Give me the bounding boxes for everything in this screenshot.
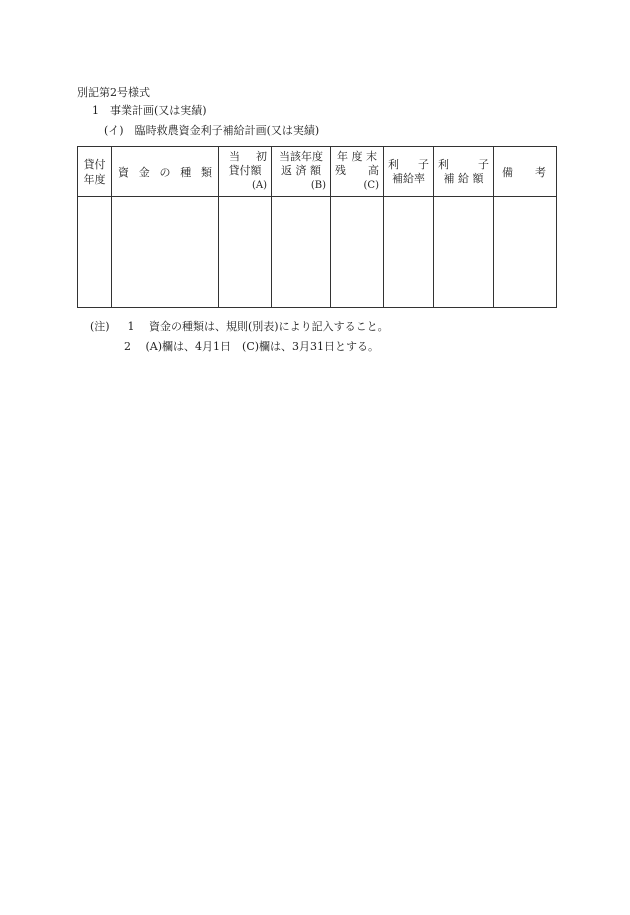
header-repayment: 当該年度 返 済 額 (B) — [272, 147, 331, 197]
cell-repayment[interactable] — [272, 197, 331, 308]
cell-subsidy-rate[interactable] — [384, 197, 434, 308]
cell-subsidy-amount[interactable] — [434, 197, 494, 308]
cell-initial-loan[interactable] — [219, 197, 272, 308]
cell-remarks[interactable] — [494, 197, 557, 308]
cell-fund-type[interactable] — [112, 197, 219, 308]
note-text: 資金の種類は、規則(別表)により記入すること。 — [149, 320, 389, 333]
cell-loan-year[interactable] — [78, 197, 112, 308]
plan-table — [77, 146, 557, 308]
table-row — [78, 197, 557, 308]
header-loan-year: 貸付 年度 — [78, 147, 112, 197]
header-subsidy-rate: 利 子 補給率 — [384, 147, 434, 197]
subsection-heading: (イ) 臨時救農資金利子補給計画(又は実績) — [104, 124, 320, 137]
header-subsidy-amount: 利 子 補 給 額 — [434, 147, 494, 197]
note-number: 2 — [124, 340, 131, 353]
header-initial-loan: 当 初 貸付額 (A) — [219, 147, 272, 197]
note-number: 1 — [127, 320, 135, 333]
cell-year-end-balance[interactable] — [331, 197, 384, 308]
header-fund-type: 資 金 の 種 類 — [112, 147, 219, 197]
form-title: 別記第2号様式 — [77, 86, 150, 99]
header-remarks: 備 考 — [494, 147, 557, 197]
note-1 — [90, 320, 389, 334]
note-text: (A)欄は、4月1日 (C)欄は、3月31日とする。 — [145, 340, 380, 353]
section-heading: 1 事業計画(又は実績) — [92, 104, 207, 117]
notes-label: (注) — [90, 320, 110, 333]
table-header-row — [78, 147, 557, 197]
header-year-end-balance: 年 度 末 残 高 (C) — [331, 147, 384, 197]
note-2 — [124, 340, 379, 354]
